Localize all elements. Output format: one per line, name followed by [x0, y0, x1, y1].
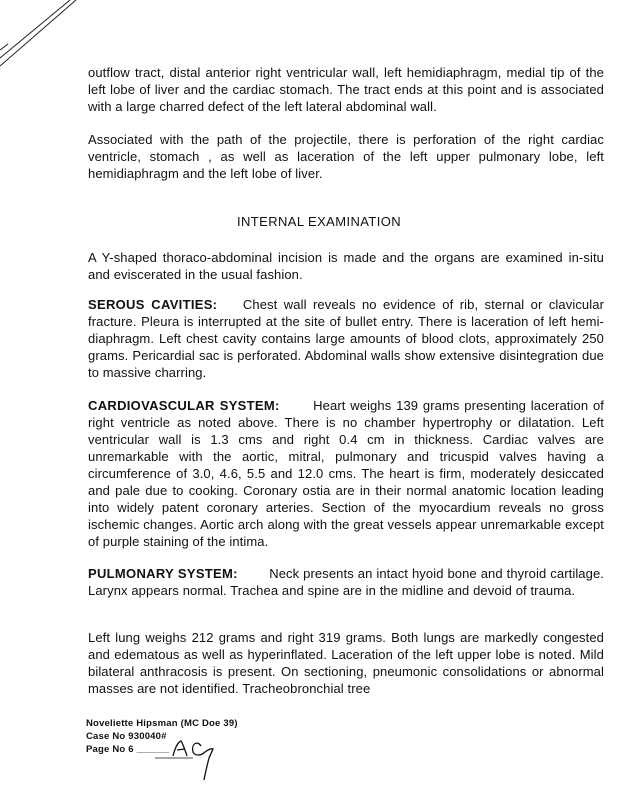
section-title: INTERNAL EXAMINATION	[236, 214, 402, 229]
handwritten-initials-signature	[145, 736, 235, 786]
text-cardiovascular: Heart weighs 139 grams presenting laceration of right ventricle as noted above. There is no chamber hypertrophy or dilatation. Left ventricular wall is 1.3 cms and right 0.4 cm in thickness. Cardiac valves are unremarkable with the aortic, mitral, pulmonary and tricuspid valves having a circumference of 3.0, 4.6, 5.5 and 12.0 cms. The heart is firm, moderately desiccated and pale due to cooking. Coronary ostia are in their normal anatomic location leading into widely patent coronary arteries. Section of the myocardium reveals no gross ischemic changes. Aortic arch along with the great vessels appear unremarkable except of purple staining of the intima.	[88, 398, 605, 549]
footer-case-name: Noveliette Hipsman (MC Doe 39)	[86, 718, 238, 729]
paragraph-incision: A Y-shaped thoraco-abdominal incision is made and the organs are examined in-situ and eviscerated in the usual fashion.	[88, 250, 604, 282]
paragraph-wound-tract: outflow tract, distal anterior right ventricular wall, left hemidiaphragm, medial tip of the left lobe of liver and the cardiac stomach. The tract ends at this point and is associated with a large charred defect of the left lateral abdominal wall.	[88, 65, 604, 114]
paragraph-projectile-path: Associated with the path of the projectile, there is perforation of the right cardiac ventricle, stomach , as well as laceration of the left upper pulmonary lobe, left hemidiaphragm and the left lobe of liver.	[88, 132, 604, 181]
footer-case-number: Case No 930040#	[86, 731, 167, 742]
folded-corner-mark	[0, 0, 80, 70]
paragraph-serous-cavities	[88, 296, 604, 381]
heading-cardiovascular: CARDIOVASCULAR SYSTEM:	[88, 398, 280, 413]
text-serous-cavities: Chest wall reveals no evidence of rib, sternal or clavicular fracture. Pleura is interrupted at the site of bullet entry. There is laceration of left hemi-diaphragm. Left chest cavity contains large amounts of blood clots, approximately 250 grams. Pericardial sac is perforated. Abdominal walls show extensive disintegration due to massive charring.	[88, 297, 604, 380]
paragraph-lungs: Left lung weighs 212 grams and right 319 grams. Both lungs are markedly congested and edematous as well as hyperinflated. Laceration of the left upper lobe is noted. Mild bilateral anthracosis is present. On sectioning, pneumonic consolidations or abnormal masses are not identified. Tracheobronchial tree	[88, 630, 604, 696]
paragraph-cardiovascular	[88, 397, 604, 550]
paragraph-pulmonary	[88, 565, 604, 599]
heading-serous-cavities: SEROUS CAVITIES:	[88, 297, 218, 312]
footer-page-number: Page No 6 ______	[86, 744, 170, 755]
heading-pulmonary: PULMONARY SYSTEM:	[88, 566, 238, 581]
text-pulmonary: Neck presents an intact hyoid bone and thyroid cartilage. Larynx appears normal. Trachea and spine are in the midline and devoid of trauma.	[88, 566, 605, 598]
